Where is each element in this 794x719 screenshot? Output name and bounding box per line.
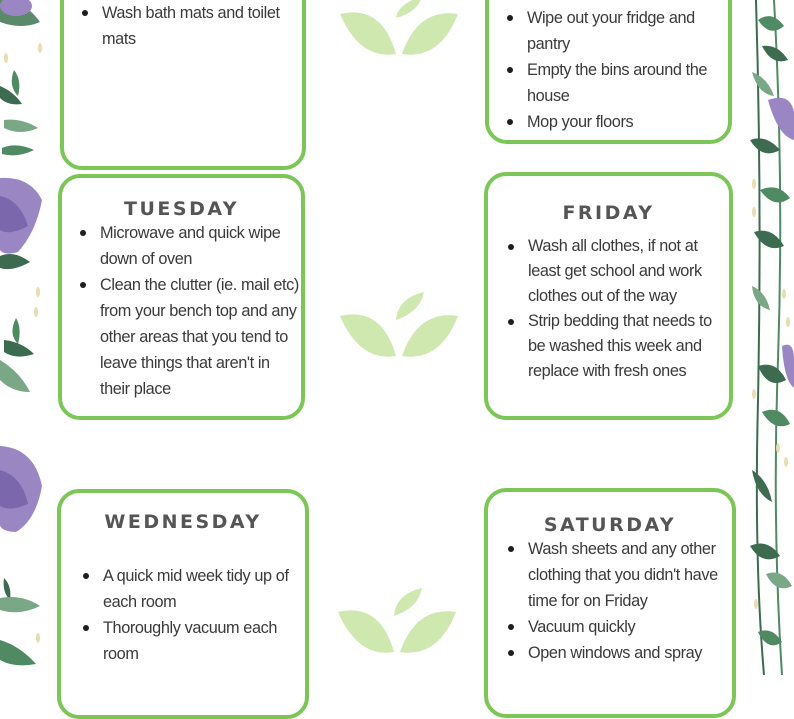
friday-card bbox=[484, 172, 733, 420]
list-item: Mop your floors bbox=[527, 109, 728, 135]
list-item: Wash sheets and any other clothing that you didn't have time for on Friday bbox=[528, 536, 732, 614]
list-item: Thoroughly vacuum each room bbox=[103, 615, 305, 667]
thursday-card bbox=[485, 0, 732, 144]
wednesday-task-list bbox=[61, 563, 305, 667]
tuesday-task-list bbox=[62, 220, 301, 402]
wednesday-card bbox=[57, 489, 309, 719]
list-item: A quick mid week tidy up of each room bbox=[103, 563, 305, 615]
day-title-saturday: SATURDAY bbox=[543, 514, 677, 536]
day-title-wednesday: WEDNESDAY bbox=[104, 511, 262, 533]
leaf-ornament-icon bbox=[338, 0, 462, 80]
monday-task-list bbox=[64, 0, 302, 52]
day-title-tuesday: TUESDAY bbox=[124, 198, 239, 220]
saturday-card bbox=[484, 488, 736, 718]
list-item: Open windows and spray bbox=[528, 640, 732, 666]
floral-decoration-icon bbox=[0, 0, 44, 675]
friday-task-list bbox=[488, 234, 729, 384]
left-floral-border bbox=[0, 0, 44, 675]
saturday-task-list bbox=[488, 536, 732, 666]
leaf-ornament-icon bbox=[336, 586, 460, 666]
list-item: Vacuum quickly bbox=[528, 614, 732, 640]
list-item: Wash all clothes, if not at least get school and work clothes out of the way bbox=[528, 234, 729, 309]
leaf-ornament-icon bbox=[338, 290, 462, 370]
day-title-friday: FRIDAY bbox=[562, 202, 655, 224]
list-item: Strip bedding that needs to be washed this week and replace with fresh ones bbox=[528, 309, 729, 384]
tuesday-card bbox=[58, 174, 305, 420]
list-item: Wipe out your fridge and pantry bbox=[527, 5, 728, 57]
floral-decoration-icon bbox=[748, 0, 794, 675]
list-item: Microwave and quick wipe down of oven bbox=[100, 220, 301, 272]
list-item: Clean the clutter (ie. mail etc) from your bench top and any other areas that you tend to leave things that aren't in their place bbox=[100, 272, 301, 402]
list-item: Wash bath mats and toilet mats bbox=[102, 0, 302, 52]
monday-card bbox=[60, 0, 306, 170]
thursday-task-list bbox=[489, 5, 728, 135]
list-item: Empty the bins around the house bbox=[527, 57, 728, 109]
right-floral-border bbox=[748, 0, 794, 675]
